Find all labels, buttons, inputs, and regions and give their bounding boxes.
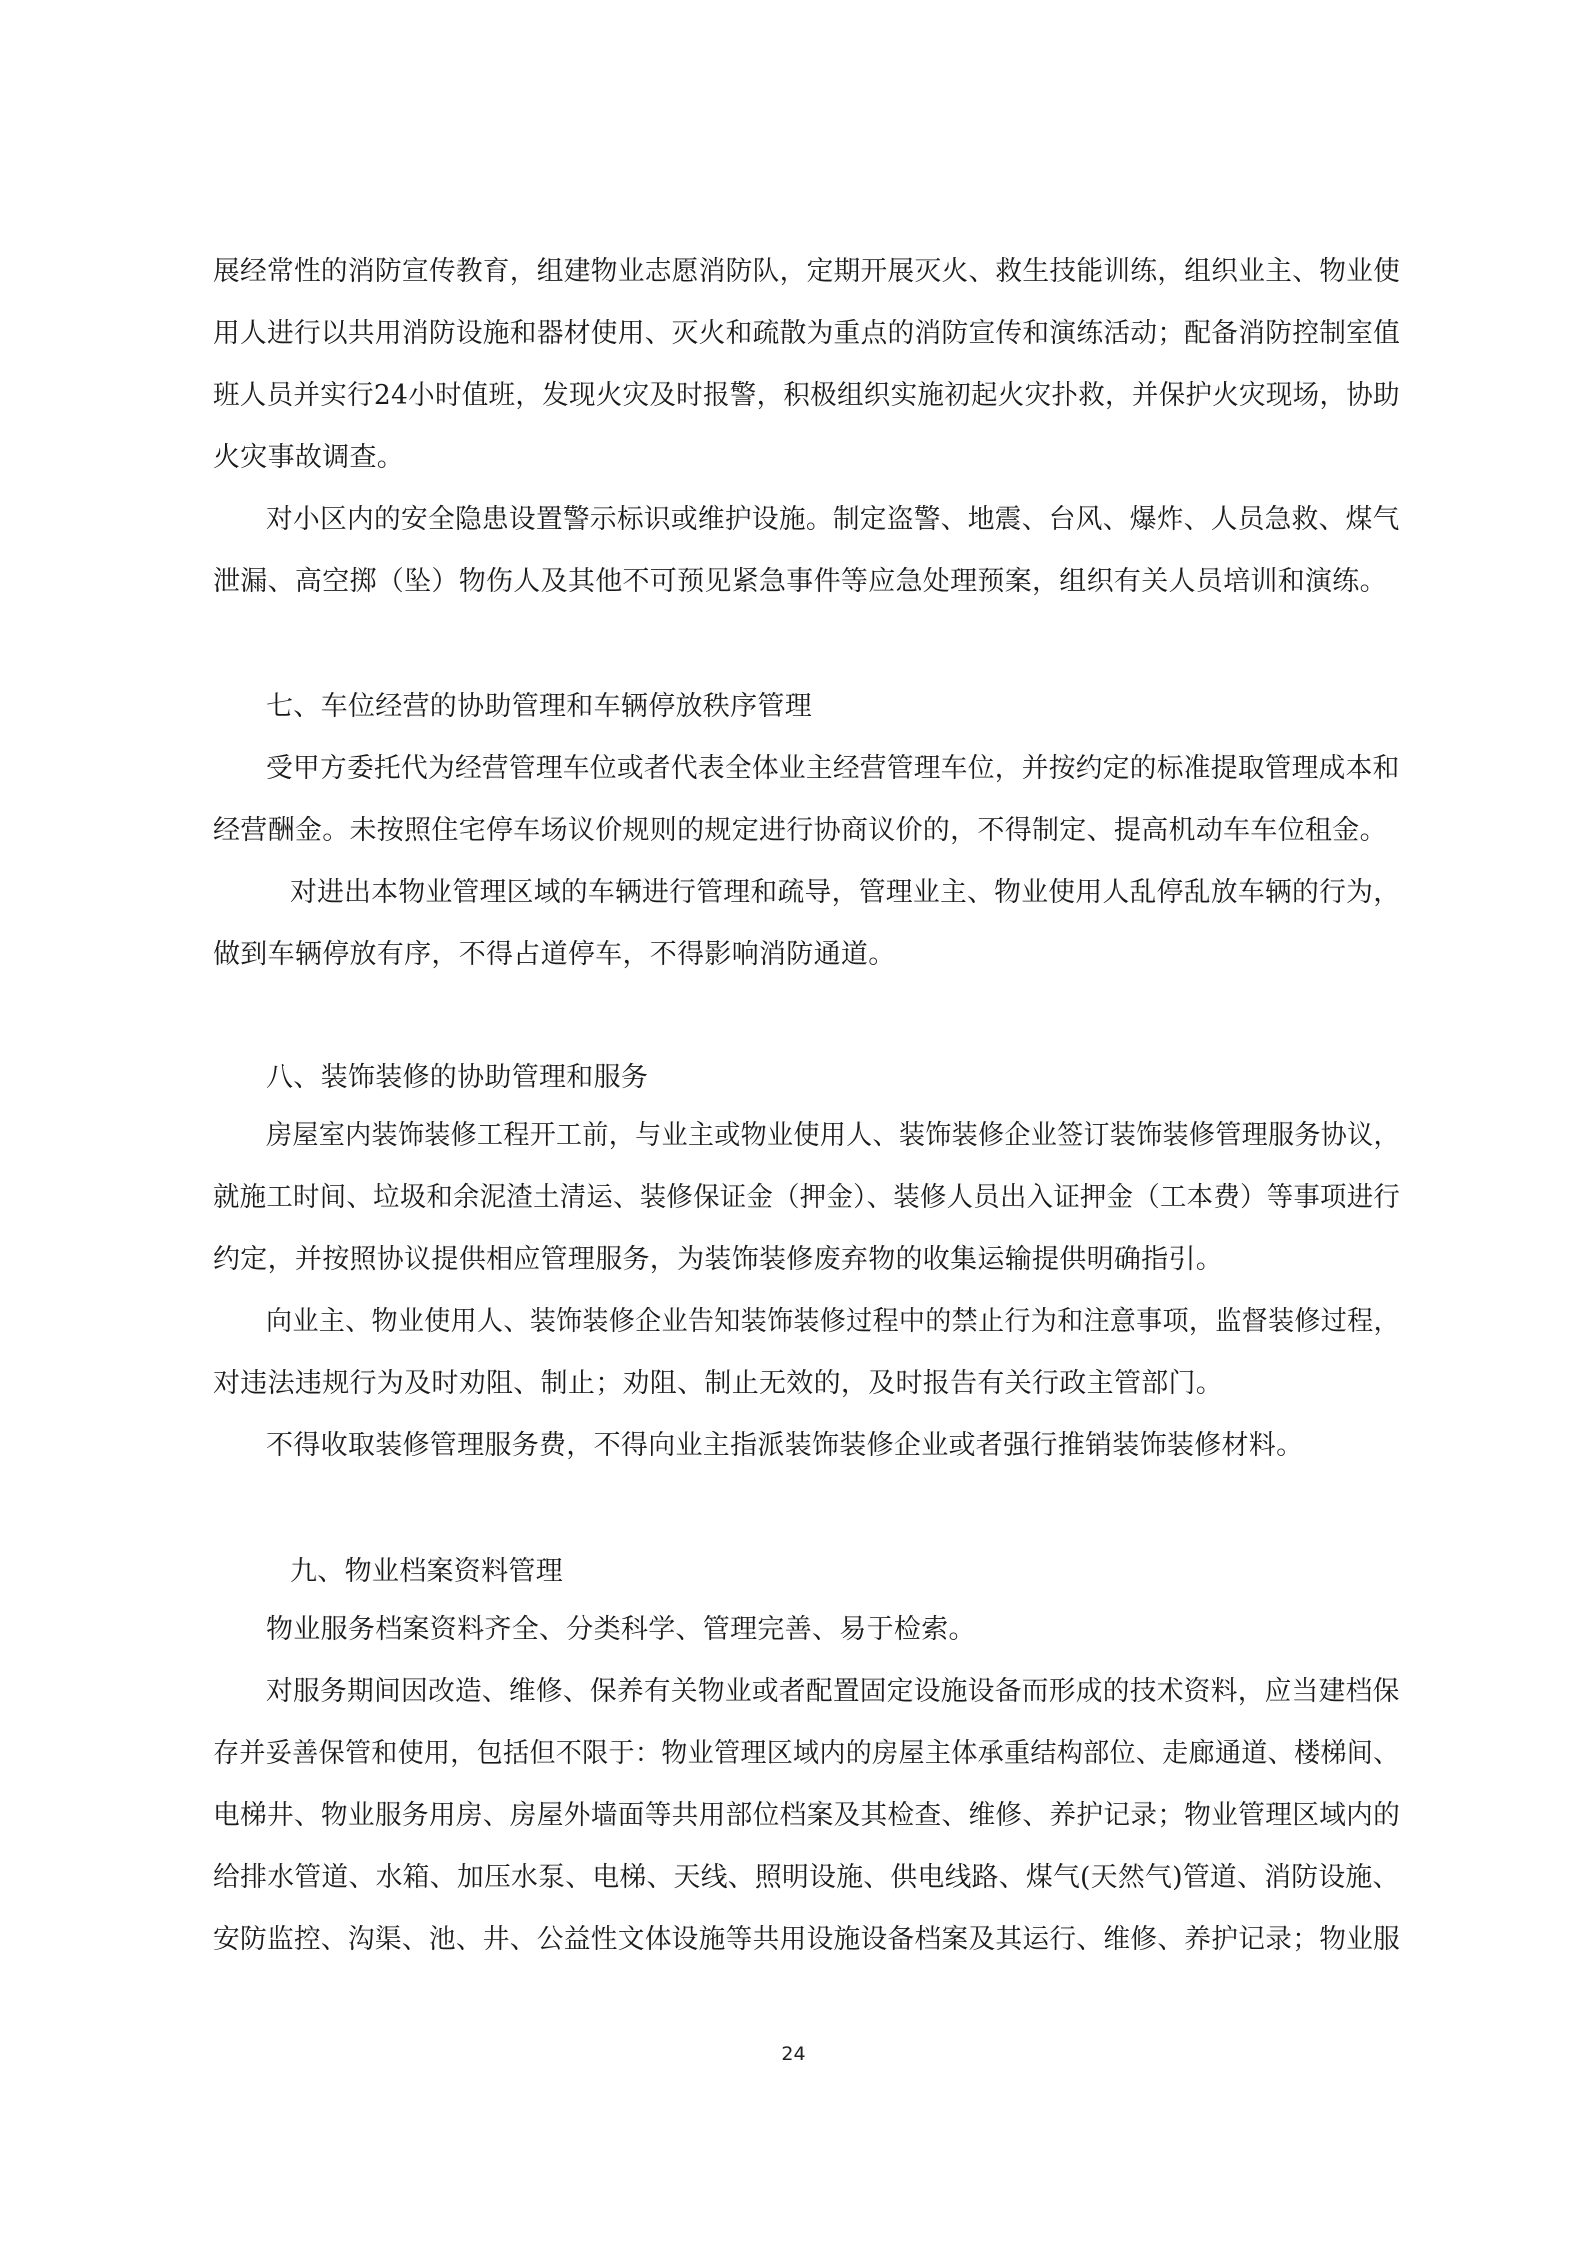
section-heading: 九、物业档案资料管理 — [290, 1556, 563, 1587]
text-line: 展经常性的消防宣传教育，组建物业志愿消防队，定期开展灭火、救生技能训练，组织业主、物业使 — [213, 256, 1401, 287]
text-line: 班人员并实行24小时值班，发现火灾及时报警，积极组织实施初起火灾扑救，并保护火灾现场，协助 — [213, 380, 1400, 411]
text-line: 安防监控、沟渠、池、井、公益性文体设施等共用设施设备档案及其运行、维修、养护记录；物业服 — [213, 1924, 1401, 1955]
text-line: 火灾事故调查。 — [213, 442, 405, 473]
text-line: 做到车辆停放有序，不得占道停车，不得影响消防通道。 — [213, 939, 896, 970]
section-heading: 七、车位经营的协助管理和车辆停放秩序管理 — [266, 691, 812, 722]
text-line: 对服务期间因改造、维修、保养有关物业或者配置固定设施设备而形成的技术资料，应当建档保 — [266, 1676, 1400, 1707]
text-line: 电梯井、物业服务用房、房屋外墙面等共用部位档案及其检查、维修、养护记录；物业管理区域内的 — [213, 1800, 1401, 1831]
text-line: 对小区内的安全隐患设置警示标识或维护设施。制定盗警、地震、台风、爆炸、人员急救、煤气 — [266, 504, 1400, 535]
text-line: 对进出本物业管理区域的车辆进行管理和疏导，管理业主、物业使用人乱停乱放车辆的行为， — [290, 877, 1401, 908]
text-line: 泄漏、高空掷（坠）物伤人及其他不可预见紧急事件等应急处理预案，组织有关人员培训和演练。 — [213, 566, 1387, 597]
text-line: 存并妥善保管和使用，包括但不限于：物业管理区域内的房屋主体承重结构部位、走廊通道、楼梯间、 — [213, 1738, 1400, 1769]
section-heading: 八、装饰装修的协助管理和服务 — [266, 1062, 649, 1093]
text-line: 物业服务档案资料齐全、分类科学、管理完善、易于检索。 — [266, 1614, 976, 1645]
text-line: 约定，并按照协议提供相应管理服务，为装饰装修废弃物的收集运输提供明确指引。 — [213, 1244, 1224, 1275]
text-line: 就施工时间、垃圾和余泥渣土清运、装修保证金（押金）、装修人员出入证押金（工本费）等事项进行 — [213, 1182, 1401, 1213]
text-line: 向业主、物业使用人、装饰装修企业告知装饰装修过程中的禁止行为和注意事项，监督装修过程， — [266, 1306, 1400, 1337]
text-line: 受甲方委托代为经营管理车位或者代表全体业主经营管理车位，并按约定的标准提取管理成本和 — [266, 753, 1400, 784]
text-line: 用人进行以共用消防设施和器材使用、灭火和疏散为重点的消防宣传和演练活动；配备消防控制室值 — [213, 318, 1401, 349]
text-line: 经营酬金。未按照住宅停车场议价规则的规定进行协商议价的，不得制定、提高机动车车位租金。 — [213, 815, 1387, 846]
text-line: 房屋室内装饰装修工程开工前，与业主或物业使用人、装饰装修企业签订装饰装修管理服务协议， — [266, 1120, 1400, 1151]
text-line: 对违法违规行为及时劝阻、制止；劝阻、制止无效的，及时报告有关行政主管部门。 — [213, 1368, 1224, 1399]
page-number: 24 — [781, 2043, 806, 2065]
text-line: 不得收取装修管理服务费，不得向业主指派装饰装修企业或者强行推销装饰装修材料。 — [266, 1430, 1304, 1461]
text-line: 给排水管道、水箱、加压水泵、电梯、天线、照明设施、供电线路、煤气(天然气)管道、消防设施、 — [213, 1862, 1400, 1893]
